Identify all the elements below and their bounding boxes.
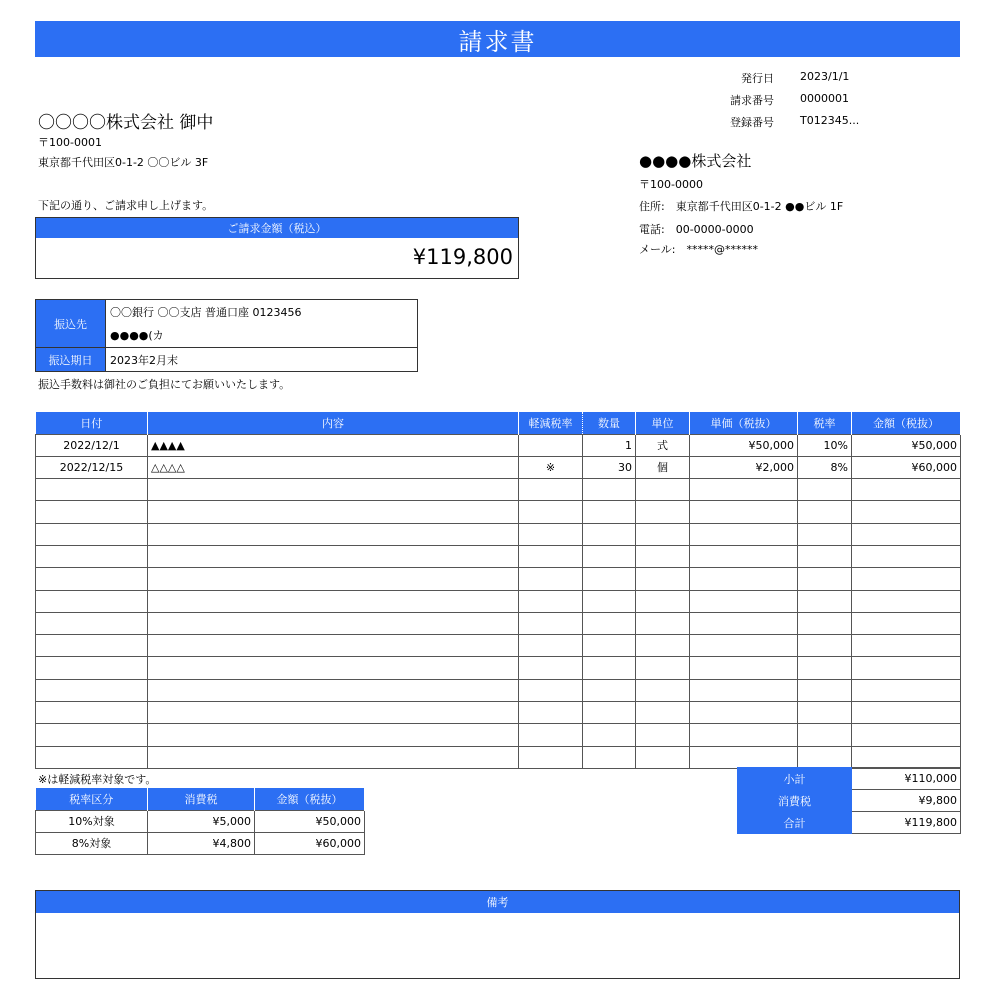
empty-cell — [636, 523, 690, 545]
empty-cell — [583, 523, 636, 545]
empty-cell — [636, 501, 690, 523]
request-note: 下記の通り、ご請求申し上げます。 — [38, 199, 214, 212]
fee-note: 振込手数料は御社のご負担にてお願いいたします。 — [38, 378, 291, 391]
tax-label: 消費税 — [738, 790, 852, 812]
empty-cell — [798, 657, 852, 679]
cell-reduced-rate — [519, 434, 583, 456]
empty-cell — [636, 635, 690, 657]
due-date-value: 2023年2月末 — [106, 348, 418, 372]
empty-cell — [690, 635, 798, 657]
empty-cell — [148, 702, 519, 724]
header-consumption-tax: 消費税 — [148, 788, 255, 810]
empty-cell — [36, 501, 148, 523]
empty-cell — [36, 479, 148, 501]
empty-cell — [690, 523, 798, 545]
cell-tax-category: 8%対象 — [36, 832, 148, 854]
bank-info-table — [35, 299, 418, 372]
empty-cell — [519, 702, 583, 724]
cell-date: 2022/12/1 — [36, 434, 148, 456]
empty-cell — [690, 702, 798, 724]
empty-cell — [36, 724, 148, 746]
table-row-empty — [36, 679, 961, 701]
empty-cell — [798, 545, 852, 567]
empty-cell — [583, 635, 636, 657]
empty-cell — [519, 746, 583, 768]
empty-cell — [148, 724, 519, 746]
empty-cell — [852, 590, 961, 612]
empty-cell — [798, 501, 852, 523]
empty-cell — [148, 635, 519, 657]
empty-cell — [636, 679, 690, 701]
cell-description: △△△△ — [148, 456, 519, 478]
empty-cell — [36, 545, 148, 567]
tax-value: ¥9,800 — [852, 790, 961, 812]
empty-cell — [690, 545, 798, 567]
empty-cell — [636, 479, 690, 501]
table-row-empty — [36, 657, 961, 679]
remarks-box — [35, 890, 960, 979]
empty-cell — [798, 679, 852, 701]
bank-label: 振込先 — [36, 300, 106, 348]
table-row — [36, 456, 961, 478]
empty-cell — [636, 612, 690, 634]
empty-cell — [690, 612, 798, 634]
empty-cell — [148, 545, 519, 567]
empty-cell — [583, 657, 636, 679]
empty-cell — [636, 590, 690, 612]
empty-cell — [148, 501, 519, 523]
empty-cell — [852, 702, 961, 724]
empty-cell — [636, 746, 690, 768]
table-row-empty — [36, 568, 961, 590]
empty-cell — [852, 746, 961, 768]
cell-consumption-tax: ¥4,800 — [148, 832, 255, 854]
meta-value: T012345... — [800, 114, 860, 127]
reduced-rate-note: ※は軽減税率対象です。 — [38, 773, 157, 786]
empty-cell — [519, 590, 583, 612]
client-address: 東京都千代田区0-1-2 〇〇ビル 3F — [38, 156, 209, 169]
empty-cell — [148, 746, 519, 768]
empty-cell — [36, 523, 148, 545]
table-row-empty — [36, 479, 961, 501]
empty-cell — [798, 746, 852, 768]
empty-cell — [519, 612, 583, 634]
cell-unit-price: ¥2,000 — [690, 456, 798, 478]
table-row-empty — [36, 523, 961, 545]
empty-cell — [519, 679, 583, 701]
subtotal-label: 小計 — [738, 768, 852, 790]
issuer-zip: 〒100-0000 — [639, 178, 703, 191]
table-row-empty — [36, 612, 961, 634]
subtotal-row — [738, 768, 961, 790]
table-row — [36, 810, 365, 832]
empty-cell — [798, 568, 852, 590]
cell-tax-category: 10%対象 — [36, 810, 148, 832]
issuer-phone: 電話: 00-0000-0000 — [639, 223, 754, 236]
meta-label: 登録番号 — [730, 116, 774, 129]
header-tax-rate: 税率 — [798, 412, 852, 434]
empty-cell — [36, 612, 148, 634]
empty-cell — [798, 612, 852, 634]
empty-cell — [519, 568, 583, 590]
empty-cell — [583, 702, 636, 724]
empty-cell — [690, 479, 798, 501]
items-header-row — [36, 412, 961, 434]
empty-cell — [798, 523, 852, 545]
cell-amount: ¥60,000 — [852, 456, 961, 478]
tax-summary-table — [35, 788, 365, 855]
empty-cell — [690, 657, 798, 679]
cell-amount: ¥50,000 — [255, 810, 365, 832]
empty-cell — [583, 612, 636, 634]
empty-cell — [636, 568, 690, 590]
empty-cell — [519, 635, 583, 657]
empty-cell — [583, 568, 636, 590]
line-items-table — [35, 412, 961, 769]
empty-cell — [36, 702, 148, 724]
cell-consumption-tax: ¥5,000 — [148, 810, 255, 832]
empty-cell — [690, 501, 798, 523]
empty-cell — [636, 657, 690, 679]
empty-cell — [519, 501, 583, 523]
cell-quantity: 30 — [583, 456, 636, 478]
cell-quantity: 1 — [583, 434, 636, 456]
table-row-empty — [36, 702, 961, 724]
table-row-empty — [36, 590, 961, 612]
meta-value: 0000001 — [800, 92, 849, 105]
table-row-empty — [36, 746, 961, 768]
empty-cell — [852, 612, 961, 634]
header-quantity: 数量 — [583, 412, 636, 434]
empty-cell — [583, 545, 636, 567]
bank-account-holder: ●●●●(カ — [106, 324, 418, 348]
empty-cell — [583, 679, 636, 701]
empty-cell — [690, 679, 798, 701]
empty-cell — [583, 479, 636, 501]
empty-cell — [636, 724, 690, 746]
cell-description: ▲▲▲▲ — [148, 434, 519, 456]
page-title: 請求書 — [35, 21, 960, 57]
totals-table — [737, 767, 961, 834]
empty-cell — [852, 657, 961, 679]
empty-cell — [36, 635, 148, 657]
empty-cell — [852, 679, 961, 701]
table-row-empty — [36, 635, 961, 657]
empty-cell — [852, 501, 961, 523]
empty-cell — [852, 635, 961, 657]
client-zip: 〒100-0001 — [38, 136, 102, 149]
meta-value: 2023/1/1 — [800, 70, 850, 83]
empty-cell — [852, 724, 961, 746]
issuer-name: ●●●●株式会社 — [639, 152, 752, 170]
header-reduced-rate: 軽減税率 — [519, 412, 583, 434]
empty-cell — [583, 746, 636, 768]
empty-cell — [148, 590, 519, 612]
meta-label: 請求番号 — [730, 94, 774, 107]
tax-header-row — [36, 788, 365, 810]
meta-invoice-number — [690, 92, 960, 112]
cell-amount: ¥50,000 — [852, 434, 961, 456]
empty-cell — [852, 568, 961, 590]
empty-cell — [798, 479, 852, 501]
cell-unit: 個 — [636, 456, 690, 478]
empty-cell — [148, 679, 519, 701]
empty-cell — [36, 657, 148, 679]
table-row-empty — [36, 724, 961, 746]
empty-cell — [148, 657, 519, 679]
empty-cell — [798, 635, 852, 657]
cell-unit-price: ¥50,000 — [690, 434, 798, 456]
due-date-label: 振込期日 — [36, 348, 106, 372]
empty-cell — [148, 612, 519, 634]
header-amount: 金額（税抜） — [852, 412, 961, 434]
header-date: 日付 — [36, 412, 148, 434]
total-value: ¥119,800 — [852, 812, 961, 834]
total-row — [738, 812, 961, 834]
empty-cell — [519, 545, 583, 567]
empty-cell — [583, 724, 636, 746]
empty-cell — [690, 746, 798, 768]
empty-cell — [148, 568, 519, 590]
meta-issue-date — [690, 70, 960, 90]
empty-cell — [798, 590, 852, 612]
cell-date: 2022/12/15 — [36, 456, 148, 478]
remarks-label: 備考 — [36, 891, 959, 913]
empty-cell — [798, 724, 852, 746]
table-row-empty — [36, 501, 961, 523]
empty-cell — [852, 523, 961, 545]
empty-cell — [636, 702, 690, 724]
billing-amount-box — [35, 217, 519, 279]
meta-registration-number — [690, 114, 960, 134]
meta-label: 発行日 — [741, 72, 774, 85]
empty-cell — [519, 523, 583, 545]
empty-cell — [148, 523, 519, 545]
empty-cell — [148, 479, 519, 501]
total-label: 合計 — [738, 812, 852, 834]
empty-cell — [36, 746, 148, 768]
cell-reduced-rate: ※ — [519, 456, 583, 478]
empty-cell — [519, 657, 583, 679]
header-unit: 単位 — [636, 412, 690, 434]
billing-amount-value: ¥119,800 — [412, 245, 513, 269]
cell-amount: ¥60,000 — [255, 832, 365, 854]
header-unit-price: 単価（税抜） — [690, 412, 798, 434]
client-name: 〇〇〇〇株式会社 御中 — [38, 113, 214, 133]
empty-cell — [636, 545, 690, 567]
empty-cell — [519, 479, 583, 501]
table-row — [36, 434, 961, 456]
header-amount: 金額（税抜） — [255, 788, 365, 810]
cell-tax-rate: 8% — [798, 456, 852, 478]
bank-account-line: 〇〇銀行 〇〇支店 普通口座 0123456 — [106, 300, 418, 324]
header-description: 内容 — [148, 412, 519, 434]
empty-cell — [583, 590, 636, 612]
empty-cell — [36, 679, 148, 701]
header-tax-category: 税率区分 — [36, 788, 148, 810]
tax-row — [738, 790, 961, 812]
empty-cell — [36, 568, 148, 590]
empty-cell — [690, 568, 798, 590]
billing-amount-label: ご請求金額（税込） — [36, 218, 518, 238]
empty-cell — [690, 590, 798, 612]
issuer-address: 住所: 東京都千代田区0-1-2 ●●ビル 1F — [639, 200, 844, 213]
table-row-empty — [36, 545, 961, 567]
cell-unit: 式 — [636, 434, 690, 456]
empty-cell — [36, 590, 148, 612]
table-row — [36, 832, 365, 854]
empty-cell — [852, 545, 961, 567]
empty-cell — [798, 702, 852, 724]
cell-tax-rate: 10% — [798, 434, 852, 456]
issuer-email: メール: *****@****** — [639, 243, 758, 256]
empty-cell — [690, 724, 798, 746]
empty-cell — [852, 479, 961, 501]
empty-cell — [519, 724, 583, 746]
empty-cell — [583, 501, 636, 523]
subtotal-value: ¥110,000 — [852, 768, 961, 790]
